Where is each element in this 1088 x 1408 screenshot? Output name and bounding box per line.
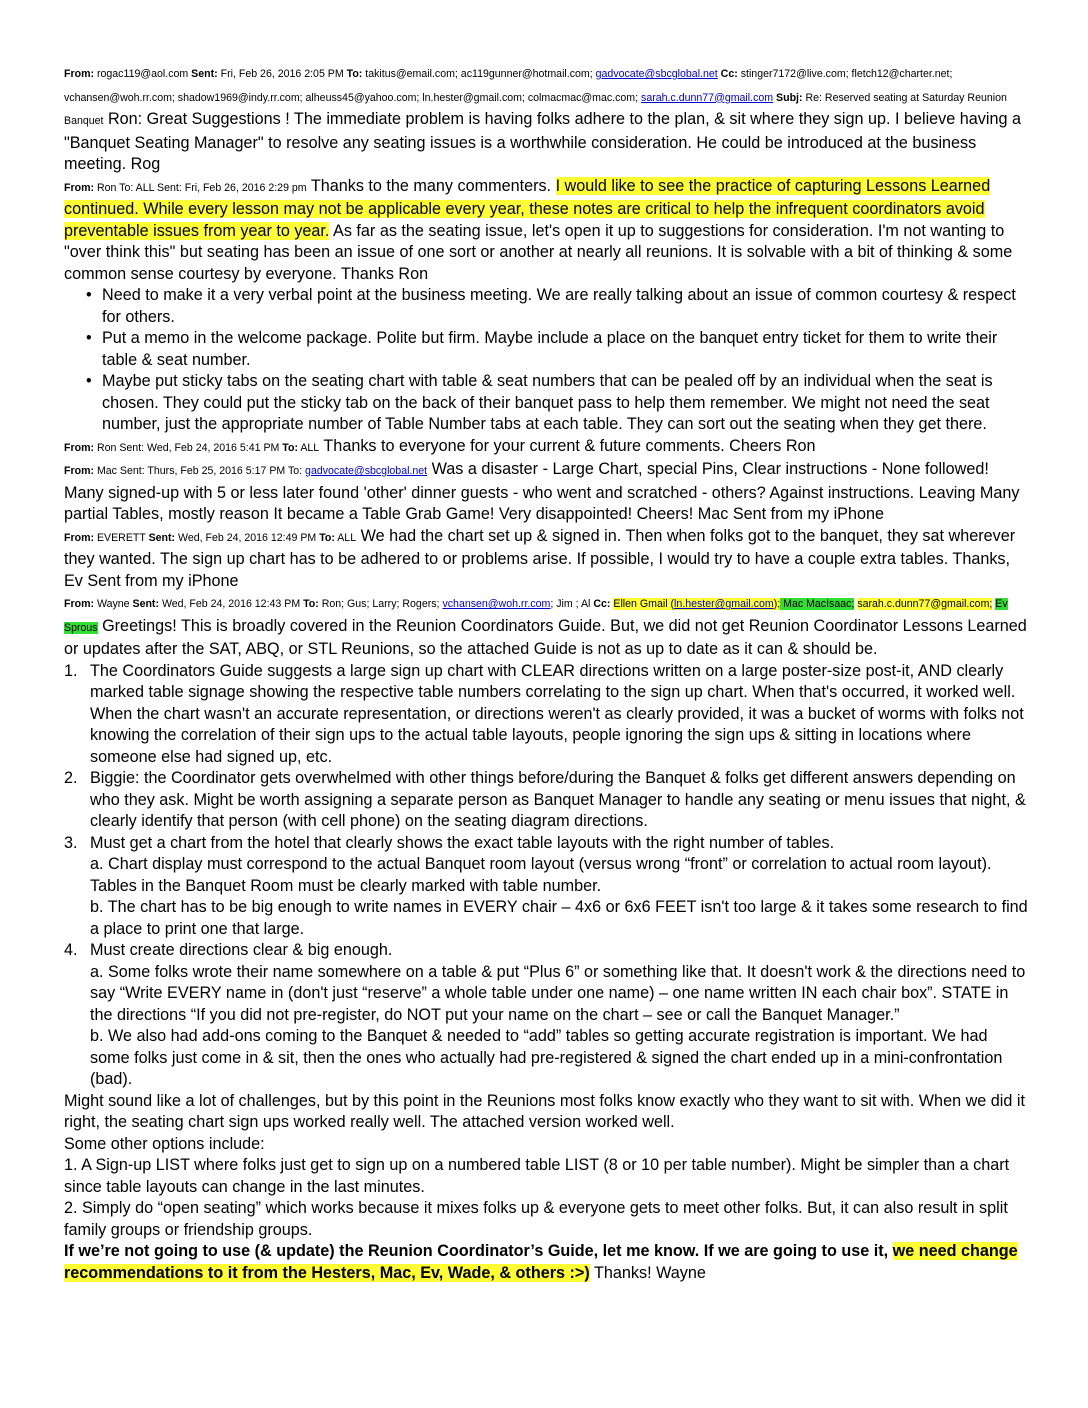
email-ron-2 — [64, 436, 1030, 460]
bullet-list — [64, 285, 1030, 436]
email-everett — [64, 526, 1030, 593]
email-header — [64, 532, 356, 544]
sent-value: Wed, Feb 24, 2016 12:49 PM — [178, 531, 317, 544]
sent-value: Wed, Feb 24, 2016 12:43 PM — [161, 598, 301, 610]
email-ron-1 — [64, 176, 1030, 436]
to-label: To: — [346, 68, 363, 80]
email-rogac — [64, 62, 1030, 176]
paragraph: Might sound like a lot of challenges, but by this point in the Reunions most folks know exactly who they want to sit with. When we did it right, the seating chart sign ups worked really well. The attached version worked well. — [64, 1091, 1025, 1131]
option-item: 1. A Sign-up LIST where folks just get to sign up on a numbered table LIST (8 or 10 per table number). Might be simpler than a chart since table layouts can change in the last minutes. — [64, 1156, 1010, 1196]
cc-label: Cc: — [720, 68, 738, 80]
email-body: Was a disaster - Large Chart, special Pins, Clear instructions - None followed! Many signed-up with 5 or less later found 'other' dinner guests - who went and scratched - others? Against instructions. Leaving Many partial Tables, mostly reason It became a Table Grab Game! Very disappointed! Cheers! Mac Sent from my iPhone — [64, 460, 1020, 523]
item-number: 4. — [64, 941, 78, 959]
sub-item: a. Some folks wrote their name somewhere on a table & put “Plus 6” or something like that. It doesn't work & the directions need to say “Write EVERY name in (don't just “reserve” a whole table under one name) – one name written IN each chair box”. STATE in the directions “If you did not pre-register, do NOT put your name on the chart – see or call the Banquet Manager.” — [90, 962, 1026, 1024]
to-label: To: — [303, 598, 319, 610]
from-label: From: — [64, 441, 95, 454]
to-value: ; Jim ; Al — [550, 598, 591, 610]
email-mac — [64, 459, 1030, 526]
to-value: ALL — [337, 531, 357, 544]
item-number: 1. — [64, 661, 78, 680]
subject-label: Subj: — [776, 91, 803, 104]
sent-label: Sent: — [148, 531, 176, 544]
signature: Thanks! Wayne — [593, 1263, 706, 1282]
from-value: rogac119@aol.com — [96, 68, 189, 80]
item-number: 2. — [64, 769, 78, 787]
item-text: Biggie: the Coordinator gets overwhelmed with other things before/during the Banquet & folks get different answers depending on who they ask. Might be worth assigning a separate person as Banquet Manager to handle any seating or menu issues that night, & clearly identify that person (with cell phone) on the seating diagram directions. — [90, 769, 1026, 830]
email-header — [64, 465, 427, 477]
cc-highlight: sarah.c.dunn77@gmail.com; — [857, 598, 993, 610]
sub-item: b. The chart has to be big enough to write names in EVERY chair – 4x6 or 6x6 FEET isn't too large & it takes some research to find a place to print one that large. — [90, 898, 1028, 938]
item-text: Must get a chart from the hotel that clearly shows the exact table layouts with the right number of tables. — [90, 833, 835, 852]
email-link[interactable]: gadvocate@sbcglobal.net — [305, 465, 428, 477]
highlighted-text: I would like to see the practice of capturing Lessons Learned continued. While every lesson may not be applicable every year, these notes are critical to help the infrequent coordinators avoid preventable issues from year to year. — [64, 176, 991, 240]
option-item: 2. Simply do “open seating” which works because it mixes folks up & everyone gets to meet other folks. But, it can also result in split family groups or friendship groups. — [64, 1199, 1008, 1239]
header-value: Mac Sent: Thurs, Feb 25, 2016 5:17 PM To: — [96, 465, 303, 477]
email-body: Ron: Great Suggestions ! The immediate problem is having folks adhere to the plan, & sit where they sign up. I believe having a "Banquet Seating Manager" to resolve any seating issues is a worthwhile consideration. He could be introduced at the business meeting. Rog — [64, 110, 1021, 173]
cc-value: stinger7172@live.com; fletch12@charter.net; vchansen@woh.rr.com; shadow1969@indy.rr.com; alheuss45@yahoo.com; ln.hester@gmail.com; colmacmac@mac.com; — [64, 68, 953, 104]
email-link[interactable]: gadvocate@sbcglobal.net — [595, 68, 718, 80]
email-wayne — [64, 592, 1030, 1284]
to-value: takitus@email.com; ac119gunner@hotmail.com; — [365, 68, 593, 80]
paragraph: Some other options include: — [64, 1134, 265, 1153]
subject-value: Re: Reserved seating at Saturday Reunion Banquet — [64, 91, 1007, 127]
cc-highlight-green: Ev Sprous — [64, 598, 1008, 634]
cc-highlight-green: Mac MacIsaac; — [780, 598, 855, 610]
numbered-item — [64, 940, 1030, 962]
header-value: Ron Sent: Wed, Feb 24, 2016 5:41 PM — [96, 441, 280, 454]
email-link[interactable]: sarah.c.dunn77@gmail.com — [641, 91, 774, 104]
item-text: The Coordinators Guide suggests a large sign up chart with CLEAR directions written on a large poster-size post-it, AND clearly marked table signage showing the respective table numbers correlating to the sign up chart. When that's occurred, it worked well. When the chart wasn't an accurate representation, or directions weren't as clearly provided, it was a bucket of worms with folks not knowing the correlation of their sign ups to the actual table layouts, people ignoring the sign ups & sitting in locations where someone else had signed up, etc. — [90, 661, 1024, 766]
highlighted-text: we need change recommendations to it from the Hesters, Mac, Ev, Wade, & others :>) — [64, 1242, 1018, 1282]
sent-value: Fri, Feb 26, 2016 2:05 PM — [220, 68, 344, 80]
cc-value: Ellen Gmail ( — [613, 598, 675, 610]
closing-bold: If we’re not going to use (& update) the Reunion Coordinator’s Guide, let me know. If we are going to use it, — [64, 1242, 889, 1260]
sent-label: Sent: — [191, 68, 218, 80]
email-link[interactable]: ln.hester@gmail.com — [674, 598, 774, 610]
from-label: From: — [64, 598, 95, 610]
from-label: From: — [64, 531, 95, 544]
email-body: Thanks to the many commenters. — [310, 176, 552, 195]
to-value: Ron; Gus; Larry; Rogers; — [321, 598, 440, 610]
numbered-item — [64, 661, 1030, 769]
item-number: 3. — [64, 833, 78, 852]
email-body: As far as the seating issue, let's open it up to suggestions for consideration. I'm not wanting to "over think this" but seating has been an issue of one sort or another at nearly all reunions. It is solvable with a bit of thinking & some common sense courtesy by everyone. Thanks Ron — [64, 221, 1013, 283]
numbered-item — [64, 833, 1030, 855]
header-value: Ron To: ALL Sent: Fri, Feb 26, 2016 2:29 pm — [96, 181, 307, 194]
to-label: To: — [319, 531, 335, 544]
email-body: Thanks to everyone for your current & future comments. Cheers Ron — [323, 436, 816, 455]
email-header — [64, 182, 307, 194]
email-thread-document — [64, 62, 1030, 1284]
email-body: We had the chart set up & signed in. Then when folks got to the banquet, they sat wherever they wanted. The sign up chart has to be adhered to or problems arise. If possible, I would try to have a couple extra tables. Thanks, Ev Sent from my iPhone — [64, 526, 1016, 590]
to-label: To: — [282, 441, 298, 454]
cc-value: ); — [773, 598, 781, 610]
sent-label: Sent: — [132, 598, 159, 610]
numbered-item — [64, 768, 1030, 833]
list-item: • Need to make it a very verbal point at the business meeting. We are really talking about an issue of common courtesy & respect for others. — [102, 285, 1030, 328]
from-label: From: — [64, 465, 95, 477]
from-label: From: — [64, 68, 95, 80]
from-value: EVERETT — [96, 531, 146, 544]
email-link[interactable]: vchansen@woh.rr.com — [442, 598, 551, 610]
item-text: Must create directions clear & big enough. — [90, 941, 393, 959]
sub-item: b. We also had add-ons coming to the Banquet & needed to “add” tables so getting accurate registration is important. We had some folks just come in & sit, then the ones who actually had pre-registered & signed the chart ended up in a mini-confrontation (bad). — [90, 1027, 1003, 1088]
from-label: From: — [64, 181, 95, 194]
sub-item: a. Chart display must correspond to the actual Banquet room layout (versus wrong “front” or correlation to actual room layout). Tables in the Banquet Room must be clearly marked with table number. — [90, 855, 992, 895]
list-item: • Put a memo in the welcome package. Polite but firm. Maybe include a place on the banquet entry ticket for them to write their table & seat number. — [102, 328, 1030, 371]
list-item: • Maybe put sticky tabs on the seating chart with table & seat numbers that can be pealed off by an individual when the seat is chosen. They could put the sticky tab on the back of their banquet pass to help them remember. We might not need the seat number, just the appropriate number of Table Number tabs at each table. They can sort out the seating when they get there. — [102, 371, 1030, 436]
email-header — [64, 442, 319, 454]
email-body: Greetings! This is broadly covered in the Reunion Coordinators Guide. But, we did not get Reunion Coordinator Lessons Learned or updates after the SAT, ABQ, or STL Reunions, so the attached Guide is not as up to date as it can & should be. — [64, 616, 1027, 658]
to-value: ALL — [300, 441, 320, 454]
from-value: Wayne — [96, 598, 130, 610]
cc-label: Cc: — [593, 598, 611, 610]
closing-paragraph — [64, 1241, 1030, 1284]
cc-highlight — [613, 598, 780, 610]
